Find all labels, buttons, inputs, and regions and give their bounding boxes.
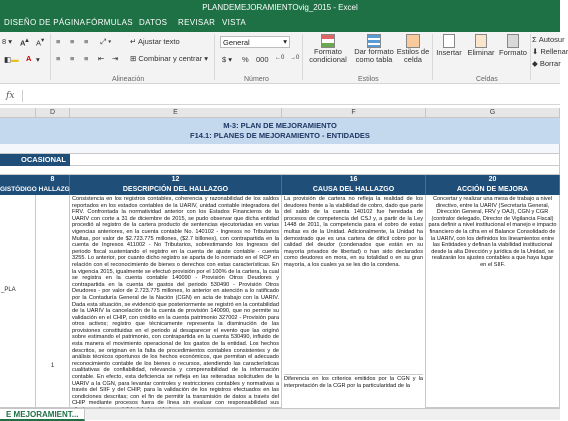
table-icon	[367, 34, 381, 48]
column-header-g[interactable]: G	[426, 108, 560, 118]
merge-icon: ⊞	[130, 54, 137, 63]
align-top-icon[interactable]: ≡	[56, 37, 61, 46]
group-label-number: Número	[244, 76, 269, 83]
fill-color-icon[interactable]: ◧▬	[4, 55, 19, 64]
fill-button[interactable]: ⬇ Rellenar	[532, 47, 568, 56]
cell-styles-button[interactable]: Estilos de celda	[396, 34, 430, 64]
codigo-cell[interactable]	[36, 195, 70, 408]
cell-styles-icon	[406, 34, 420, 48]
thousands-button[interactable]: 000	[256, 55, 269, 64]
group-label-styles: Estilos	[358, 76, 379, 83]
ribbon-tabs	[0, 16, 560, 32]
divider	[432, 34, 433, 80]
accion-cell[interactable]: Concertar y realizar una mesa de trabajo a nivel directivo, entre la UARIV (Secretaría General, Dirección General, FRV y OAJ), CGN y CGR (contralor delegado, Director de Vigilancia Fiscal) para definir a nivel institucional el manejo e impacto financiero de la cifra en el Balance Consolidado de la UARIV, con los definidos los lineamientos entre las Entidades y definan la viabilidad institucional desde la alta Dirección y jurídica de la Unidad, se realizarán los ajustes contables a que haya lugar en el SIIF.	[426, 195, 560, 408]
colnum-g: 20	[426, 175, 560, 185]
insert-cells-icon	[443, 34, 455, 48]
currency-button[interactable]: $ ▾	[222, 55, 233, 64]
formula-input[interactable]	[22, 90, 558, 102]
banner-title-line-2: F14.1: PLANES DE MEJORAMIENTO - ENTIDADES	[190, 131, 370, 140]
chevron-down-icon: ▾	[283, 37, 287, 46]
increase-indent-icon[interactable]: ⇥	[112, 54, 119, 63]
conditional-format-icon	[321, 34, 335, 48]
colnum-e: 12	[70, 175, 282, 185]
banner-title-line-1: M-3: PLAN DE MEJORAMIENTO	[223, 121, 337, 130]
causa-text-2: Diferencia en los criterios emitidos por la CGN y la interpretación de la CGR por la particularidad de la	[284, 376, 423, 389]
group-label-cells: Celdas	[476, 76, 498, 83]
divider	[302, 34, 303, 80]
divider	[50, 34, 51, 80]
align-center-icon[interactable]: ≡	[70, 54, 75, 63]
ocasional-label: OCASIONAL	[0, 154, 70, 166]
divider	[530, 34, 531, 80]
autosum-button[interactable]: Σ Autosur	[532, 35, 565, 44]
header-accion: ACCIÓN DE MEJORA	[426, 185, 560, 195]
formula-bar	[0, 88, 560, 105]
insert-button[interactable]: Insertar	[434, 34, 464, 57]
sigma-icon: Σ	[532, 35, 537, 44]
codigo-value: 1	[50, 363, 55, 369]
decrease-decimal-icon[interactable]: →0	[290, 55, 300, 61]
decrease-indent-icon[interactable]: ⇤	[98, 54, 105, 63]
header-descripcion: DESCRIPCIÓN DEL HALLAZGO	[70, 185, 282, 195]
number-format-select[interactable]: General ▾	[220, 36, 290, 48]
blank-row[interactable]	[0, 166, 560, 175]
column-header-e[interactable]: E	[70, 108, 282, 118]
tab-review[interactable]: REVISAR	[178, 18, 216, 27]
wrap-text-icon: ↵	[130, 37, 137, 46]
column-header-d[interactable]: D	[36, 108, 70, 118]
orientation-icon[interactable]: ⤢ ▾	[100, 37, 112, 46]
increase-decimal-icon[interactable]: ←0	[275, 55, 285, 61]
align-left-icon[interactable]: ≡	[56, 54, 61, 63]
colnum-d: 8	[36, 175, 70, 185]
tab-data[interactable]: DATOS	[139, 18, 168, 27]
function-icon[interactable]: fx	[6, 91, 15, 101]
align-bottom-icon[interactable]: ≡	[84, 37, 89, 46]
format-as-table-button[interactable]: Dar formato como tabla	[352, 34, 396, 64]
ribbon	[0, 32, 568, 84]
sheet-tab-active[interactable]: E MEJORAMIENT...	[0, 409, 85, 421]
wrap-text-button[interactable]: ↵ Ajustar texto	[130, 37, 180, 46]
chevron-down-icon[interactable]: ▾	[36, 55, 40, 64]
conditional-format-button[interactable]: Formato condicional	[306, 34, 350, 64]
descripcion-cell[interactable]: Consistencia en los registros contables, coherencia y razonabilidad de los saldos reportados en los estados contables de la UARIV, unidad contable integradora del FRV. Confrontada la normatividad anterior con los Estados Financieros de la UARIV con corte a 31 de diciembre de 2015, se pudo observar que dicha entidad procedió al registro de la cartera producto de sentencias ejecutoriadas en varias vigencias anteriores, en la cuenta contable No. 140102 - Ingresos no Tributarios Multas, por valor de $2.723.775 millones, ($2.7 billones), con contrapartida en la cuenta de Ingresos 411002 - No Tributarios, sobrestimando los Ingresos del periodo fiscal sustentando el registro en la cuenta de ajuste contable - cuenta 3255. Lo anterior, por cuanto dicho registro se aparta de lo normado en el RCP en relación con el reconocimiento de bienes o derechos con estas características. En la vigencia 2015, igualmente se efectuó provisión por el 100% de la cartera, la cual se registra en la cuenta contable 140090 - Provisión Otros Deudores y contrapartida en la cuenta de gastos del periodo 530490 - Provisión Otros Deudores - por valor de 2.723.775 millones, lo anterior en atención a lo ratificado por la Contaduría General de la Nación (CGN) en acta de trabajo con la UARIV. Dada esta situación, se evidenció que posteriormente se registró en la contabilidad de la UARIV la cancelación de la cuenta de provisión 140090, que no permite su validación en el CHIP, con crédito en la cuenta patrimonio 327002 - Provisión para otros activos; registro que técnicamente representa la disminución de las provisiones constituidas en el periodo al desaparecer el evento que las originó sobre estimando el patrimonio, con contrapartida en la cuenta 530490, influido de esta manera el movimiento operacional de los gastos de la entidad. Los hechos descritos, se originan en la falta de procedimientos contables consistentes y de análisis técnicos oportunos de los hechos económicos, que permitan el adecuado reconocimiento contable de los bienes o recursos, atendiendo las características cualitativas de confiabilidad, relevancia y comprensibilidad de la información contable. En efecto, esta deficiencia se refleja en las reiteradas solicitudes de la UARIV a la CGN, para levantar controles y restricciones contables y normativas a través del SIIF y del CHIP, para la validación de los registros efectuados en las condiciones descritas; con el fin de permitir la transmisión de datos a través del CHIP mediante procesos fuera de línea sin evaluar con responsabilidad sus	[70, 195, 282, 408]
blank-row[interactable]	[0, 144, 560, 154]
group-label-alignment: Alineación	[112, 76, 145, 83]
align-right-icon[interactable]: ≡	[84, 54, 89, 63]
percent-button[interactable]: %	[242, 55, 249, 64]
chevron-down-icon: ▾	[8, 37, 13, 46]
tab-page-layout[interactable]: DISEÑO DE PÁGINA	[4, 18, 86, 27]
column-header-f[interactable]: F	[282, 108, 426, 118]
header-codigo-hallazgo: GISTÓDIGO HALLAZG	[0, 186, 70, 193]
column-header-spacer	[0, 108, 36, 118]
format-button[interactable]: Formato	[498, 34, 528, 57]
colnum-f: 16	[282, 175, 426, 185]
delete-button[interactable]: Eliminar	[466, 34, 496, 57]
sheet-banner	[0, 118, 560, 144]
shrink-font-icon[interactable]: A▾	[36, 37, 45, 48]
window-title: PLANDEMEJORAMIENTOvig_2015 - Excel	[202, 3, 358, 12]
divider	[214, 34, 215, 80]
row-left-label: _PLA	[1, 287, 16, 293]
font-color-icon[interactable]: A	[26, 54, 32, 63]
causa-cell[interactable]	[282, 195, 426, 413]
sheet-tab-bar	[0, 408, 560, 420]
header-causa: CAUSA DEL HALLAZGO	[282, 185, 426, 195]
ocasional-row-cells[interactable]	[70, 154, 560, 166]
clear-button[interactable]: ◆ Borrar	[532, 59, 561, 68]
title-bar	[0, 0, 560, 16]
fill-down-icon: ⬇	[532, 47, 539, 56]
merge-center-button[interactable]: ⊞ Combinar y centrar ▾	[130, 54, 209, 63]
tab-view[interactable]: VISTA	[222, 18, 247, 27]
causa-text-1: La provisión de cartera no refleja la realidad de los deudores frente a la viabilidad de cobro, dado que parte del saldo de la cuenta 140102 fue heredada de procesos de competencia del CSJ y, a partir de la Ley 1448 de 2011, la competencia para el cobro de estas multas es de la Unidad. Adicionalmente, la Unidad ha demostrado que es una cartera de difícil cobro por la calidad del deudor (condenados que están en su mayoría privados de libertad) o han sido declarados como deudores en mora, en su totalidad o en su gran mayoría, a los cuales ya se les dio la condena.	[284, 196, 423, 268]
grow-font-icon[interactable]: A▴	[20, 37, 29, 48]
delete-cells-icon	[475, 34, 487, 48]
format-cells-icon	[507, 34, 519, 48]
font-size-box[interactable]: 8 ▾	[2, 37, 13, 46]
tab-formulas[interactable]: FÓRMULAS	[86, 18, 133, 27]
row-left-cell[interactable]	[0, 195, 36, 408]
align-middle-icon[interactable]: ≡	[70, 37, 75, 46]
eraser-icon: ◆	[532, 59, 538, 68]
